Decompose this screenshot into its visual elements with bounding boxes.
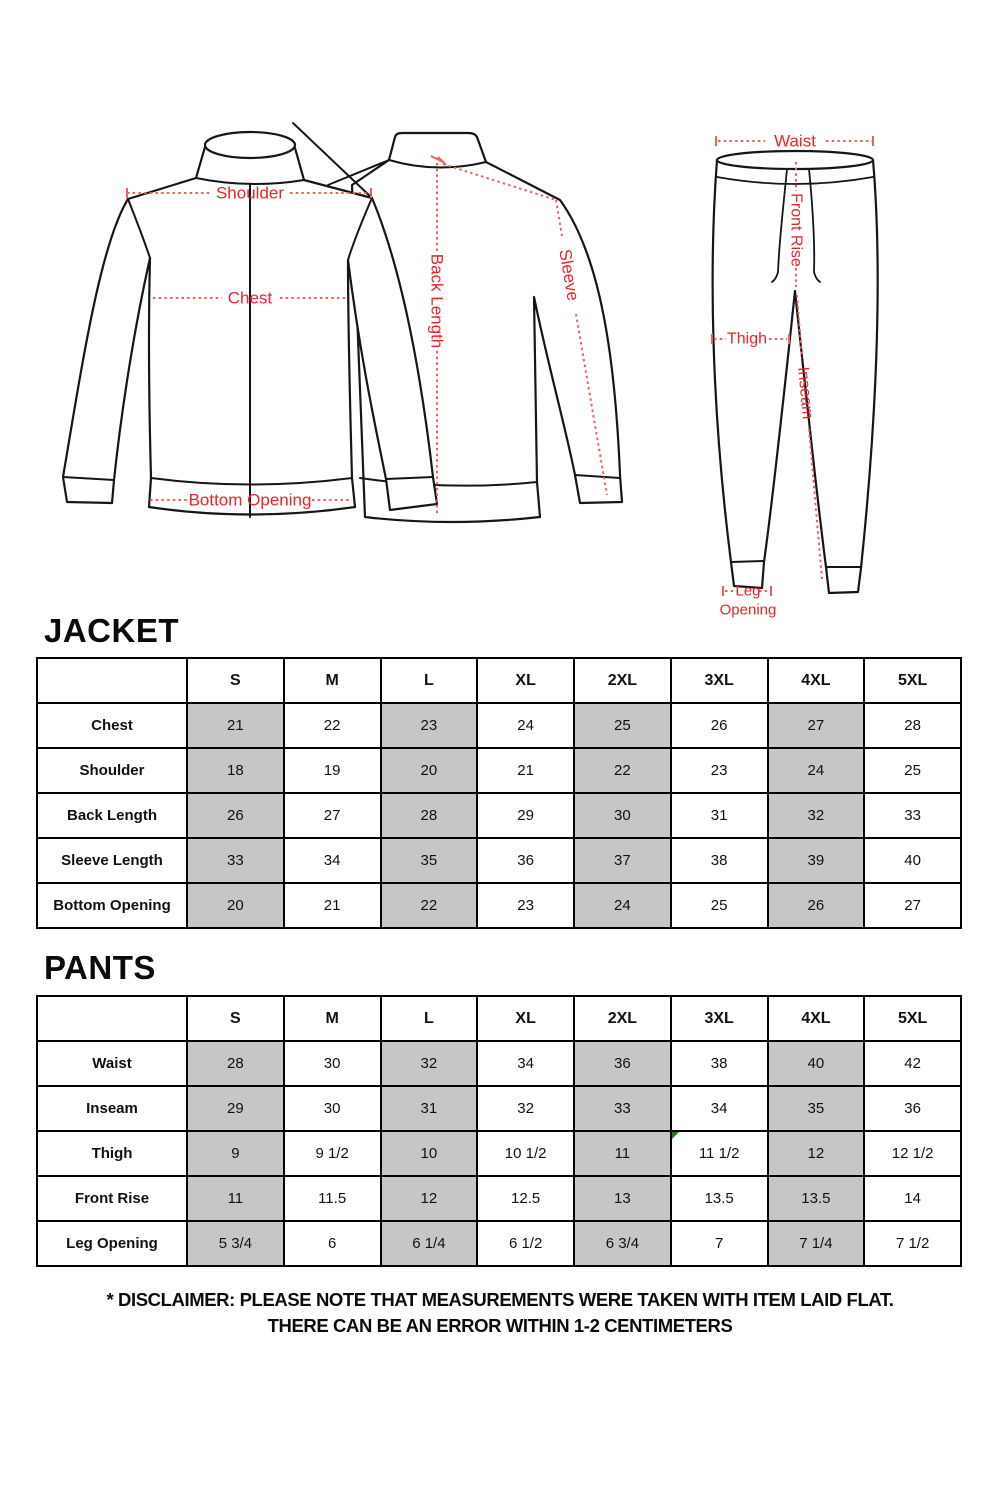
size-value-cell: 11 [187,1176,284,1221]
size-value-cell: 31 [671,793,768,838]
pants-size-table [36,995,962,1267]
size-value-cell: 22 [381,883,478,928]
size-value-cell: 7 1/4 [768,1221,865,1266]
size-value-cell: 20 [381,748,478,793]
size-value-cell: 23 [381,703,478,748]
table-row [37,793,961,838]
size-header-xl: XL [477,996,574,1041]
size-value-cell: 38 [671,1041,768,1086]
size-header-5xl: 5XL [864,996,961,1041]
size-value-cell: 11.5 [284,1176,381,1221]
measure-label-opening: Opening [719,601,777,619]
jacket-section-title: JACKET [44,612,180,649]
row-label: Back Length [37,793,187,838]
size-value-cell: 21 [477,748,574,793]
size-value-cell: 32 [381,1041,478,1086]
size-value-cell: 27 [284,793,381,838]
table-row [37,1086,961,1131]
size-value-cell: 34 [284,838,381,883]
size-header-2xl: 2XL [574,996,671,1041]
row-label: Waist [37,1041,187,1086]
measure-label-bottom-opening: Bottom Opening [188,490,312,510]
size-value-cell: 36 [477,838,574,883]
size-value-cell: 34 [477,1041,574,1086]
size-header-xl: XL [477,658,574,703]
size-value-cell: 5 3/4 [187,1221,284,1266]
cell-corner-marker [672,1132,679,1139]
size-value-cell: 28 [864,703,961,748]
jacket-size-table [36,657,962,929]
measure-label-chest: Chest [227,288,273,308]
size-value-cell: 9 1/2 [284,1131,381,1176]
size-guide-diagram [0,105,1000,620]
size-value-cell: 25 [671,883,768,928]
size-value-cell: 28 [187,1041,284,1086]
size-value-cell: 37 [574,838,671,883]
size-value-cell: 9 [187,1131,284,1176]
size-header-3xl: 3XL [671,996,768,1041]
pants-waistband-opening [717,151,873,169]
table-row [37,883,961,928]
size-header-s: S [187,658,284,703]
size-value-cell: 7 1/2 [864,1221,961,1266]
size-header-5xl: 5XL [864,658,961,703]
table-row [37,1221,961,1266]
size-value-cell: 28 [381,793,478,838]
size-value-cell: 22 [574,748,671,793]
corner-cell [37,996,187,1041]
size-value-cell: 34 [671,1086,768,1131]
pants-left-cuff-top [731,561,764,562]
disclaimer [0,1287,1000,1339]
table-row [37,838,961,883]
size-header-l: L [381,996,478,1041]
size-value-cell: 32 [768,793,865,838]
size-value-cell: 19 [284,748,381,793]
size-value-cell: 10 1/2 [477,1131,574,1176]
size-value-cell: 21 [187,703,284,748]
row-label: Leg Opening [37,1221,187,1266]
size-value-cell: 25 [574,703,671,748]
size-header-s: S [187,996,284,1041]
measure-label-back-length: Back Length [427,253,447,349]
size-value-cell: 30 [284,1086,381,1131]
row-label: Shoulder [37,748,187,793]
size-value-cell: 24 [477,703,574,748]
row-label: Thigh [37,1131,187,1176]
row-label: Front Rise [37,1176,187,1221]
size-value-cell: 23 [671,748,768,793]
size-value-cell: 40 [768,1041,865,1086]
size-value-cell: 35 [381,838,478,883]
jacket-collar-opening [205,132,295,158]
size-value-cell: 18 [187,748,284,793]
size-value-cell: 11 [574,1131,671,1176]
size-value-cell: 12 1/2 [864,1131,961,1176]
row-label: Chest [37,703,187,748]
size-value-cell: 20 [187,883,284,928]
table-row [37,1131,961,1176]
size-value-cell: 26 [187,793,284,838]
size-value-cell: 6 [284,1221,381,1266]
size-value-cell: 33 [864,793,961,838]
row-label: Sleeve Length [37,838,187,883]
measure-label-thigh: Thigh [726,330,768,348]
measure-label-sleeve: Sleeve [555,247,583,303]
size-header-2xl: 2XL [574,658,671,703]
size-value-cell: 31 [381,1086,478,1131]
size-value-cell: 6 3/4 [574,1221,671,1266]
size-header-row [37,996,961,1041]
size-value-cell: 13.5 [768,1176,865,1221]
size-value-cell: 36 [574,1041,671,1086]
size-value-cell: 12 [768,1131,865,1176]
size-value-cell: 30 [284,1041,381,1086]
size-value-cell: 29 [187,1086,284,1131]
size-value-cell: 32 [477,1086,574,1131]
size-value-cell: 12.5 [477,1176,574,1221]
size-value-cell: 26 [671,703,768,748]
table-row [37,1176,961,1221]
size-value-cell: 42 [864,1041,961,1086]
size-value-cell: 40 [864,838,961,883]
size-value-cell: 14 [864,1176,961,1221]
size-value-cell: 24 [574,883,671,928]
size-header-3xl: 3XL [671,658,768,703]
corner-cell [37,658,187,703]
measure-label-waist: Waist [774,131,816,151]
size-value-cell: 6 1/2 [477,1221,574,1266]
size-value-cell: 13.5 [671,1176,768,1221]
size-value-cell: 27 [864,883,961,928]
pants-section-title: PANTS [44,949,156,986]
size-value-cell: 25 [864,748,961,793]
row-label: Inseam [37,1086,187,1131]
size-value-cell: 33 [574,1086,671,1131]
size-value-cell: 38 [671,838,768,883]
measure-label-inseam: Inseam [794,366,816,420]
disclaimer-line-1: * DISCLAIMER: PLEASE NOTE THAT MEASUREMENTS WERE TAKEN WITH ITEM LAID FLAT. [106,1289,894,1310]
size-value-cell: 13 [574,1176,671,1221]
size-value-cell: 26 [768,883,865,928]
size-value-cell: 21 [284,883,381,928]
table-row [37,748,961,793]
size-value-cell: 11 1/2 [671,1131,768,1176]
size-header-row [37,658,961,703]
size-header-4xl: 4XL [768,658,865,703]
table-row [37,703,961,748]
size-value-cell: 7 [671,1221,768,1266]
measure-label-shoulder: Shoulder [215,183,285,203]
size-value-cell: 30 [574,793,671,838]
size-value-cell: 22 [284,703,381,748]
size-header-l: L [381,658,478,703]
size-value-cell: 6 1/4 [381,1221,478,1266]
size-header-m: M [284,658,381,703]
size-value-cell: 23 [477,883,574,928]
row-label: Bottom Opening [37,883,187,928]
size-header-4xl: 4XL [768,996,865,1041]
size-value-cell: 36 [864,1086,961,1131]
disclaimer-line-2: THERE CAN BE AN ERROR WITHIN 1-2 CENTIMETERS [267,1315,733,1336]
size-value-cell: 39 [768,838,865,883]
measure-label-leg: Leg [735,582,761,600]
size-value-cell: 33 [187,838,284,883]
measure-label-front-rise: Front Rise [787,193,805,267]
size-value-cell: 29 [477,793,574,838]
table-row [37,1041,961,1086]
size-value-cell: 10 [381,1131,478,1176]
size-header-m: M [284,996,381,1041]
size-value-cell: 24 [768,748,865,793]
size-value-cell: 12 [381,1176,478,1221]
size-value-cell: 27 [768,703,865,748]
size-value-cell: 35 [768,1086,865,1131]
